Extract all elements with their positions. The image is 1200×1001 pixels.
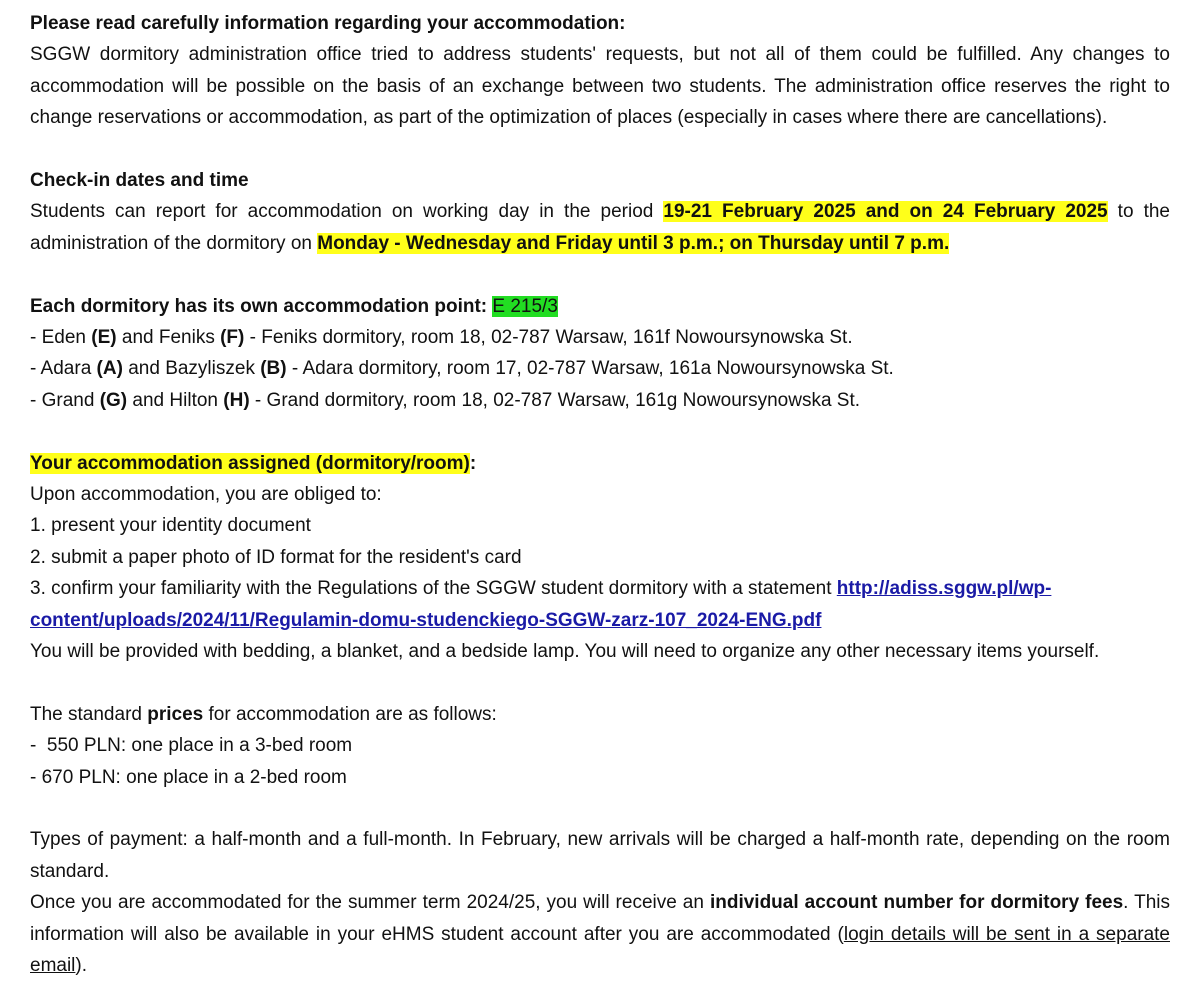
points-heading: Each dormitory has its own accommodation point: E 215/3 — [30, 295, 558, 317]
regulations-link-continued[interactable]: content/uploads/2024/11/Regulamin-domu-studenckiego-SGGW-zarz-107_2024-ENG.pdf — [30, 609, 822, 631]
price-item: - 670 PLN: one place in a 2-bed room — [30, 766, 347, 788]
obligation-item-2: 2. submit a paper photo of ID format for the resident's card — [30, 546, 522, 568]
payment-types: Types of payment: a half-month and a full-month. In February, new arrivals will be charged a half-month rate, depending on the room standard. — [30, 829, 1170, 882]
checkin-heading: Check-in dates and time — [30, 170, 249, 192]
login-details-note: login details will be sent in a separate email — [30, 923, 1170, 977]
checkin-text-before: Students can report for accommodation on working day in the period — [30, 201, 664, 223]
account-info: Once you are accommodated for the summer term 2024/25, you will receive an individual account number for dormitory fees. This information will also be available in your eHMS student account after you are accommodated (login details will be sent in a separate email). — [30, 892, 1170, 977]
checkin-hours-highlight: Monday - Wednesday and Friday until 3 p.m.; on Thursday until 7 p.m. — [317, 232, 950, 254]
obligation-item-3: 3. confirm your familiarity with the Regulations of the SGGW student dormitory with a statement http://adiss.sggw.pl/wp- — [30, 578, 1052, 600]
provided-text: You will be provided with bedding, a blanket, and a bedside lamp. You will need to organize any other necessary items yourself. — [30, 641, 1100, 663]
intro-paragraph: SGGW dormitory administration office tried to address students' requests, but not all of them could be fulfilled. Any changes to accommodation will be possible on the basis of an exchange between two students. The administration office reserves the right to change reservations or accommodation, as part of the optimization of places (especially in cases where there are cancellations). — [30, 44, 1170, 129]
points-item: - Adara (A) and Bazyliszek (B) - Adara dormitory, room 17, 02-787 Warsaw, 161a Nowoursynowska St. — [30, 358, 894, 380]
checkin-period-highlight: 19-21 February 2025 and on 24 February 2025 — [663, 201, 1108, 223]
obliged-text: Upon accommodation, you are obliged to: — [30, 484, 382, 506]
points-item: - Grand (G) and Hilton (H) - Grand dormitory, room 18, 02-787 Warsaw, 161g Nowoursynowska St. — [30, 389, 861, 411]
obligation-item-1: 1. present your identity document — [30, 515, 311, 537]
obligation-item-3-continued — [30, 605, 1170, 636]
checkin-text-middle: to the administration of the dormitory on — [30, 201, 1170, 254]
prices-intro: The standard prices for accommodation are as follows: — [30, 703, 497, 725]
assigned-heading-highlight: Your accommodation assigned (dormitory/room) — [30, 452, 470, 474]
regulations-link[interactable]: http://adiss.sggw.pl/wp- — [836, 578, 1052, 600]
points-item: - Eden (E) and Feniks (F) - Feniks dormitory, room 18, 02-787 Warsaw, 161f Nowoursynowska St. — [30, 327, 853, 349]
assigned-heading: Your accommodation assigned (dormitory/room): — [30, 452, 477, 474]
intro-heading: Please read carefully information regarding your accommodation: — [30, 13, 626, 34]
points-code-highlight: E 215/3 — [492, 295, 558, 317]
checkin-paragraph — [30, 196, 1170, 259]
price-item: - 550 PLN: one place in a 3-bed room — [30, 735, 353, 757]
